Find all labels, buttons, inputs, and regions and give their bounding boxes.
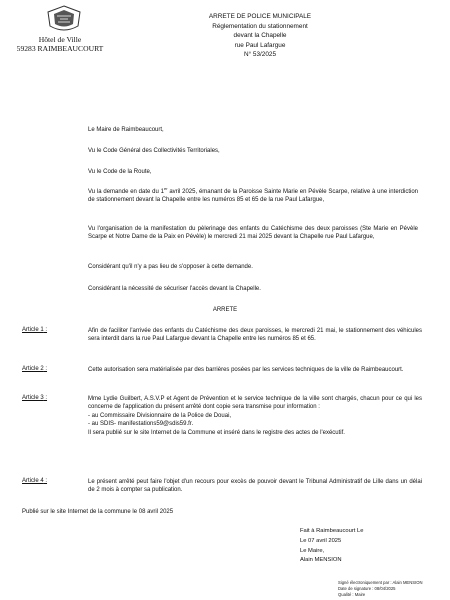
article-2-text: Cette autorisation sera matérialisée par des barrières posées par les services techniques de la ville de Raimbeaucourt. xyxy=(88,367,404,373)
legal-ref-code-route: Vu le Code de la Route, xyxy=(88,169,152,175)
article-3-line: Mme Lydie Guilbert, A.S.V.P et Agent de Prévention et le service technique de la ville sont chargés, chacun pour ce qui les concerne de l'application du présent arrêté dont copie sera transmise pour information : xyxy=(88,396,422,411)
considering-safety: Considérant la nécessité de sécuriser l'accès devant la Chapelle. xyxy=(88,286,261,292)
stamp-line: Signé électroniquement par : Alain MENSION xyxy=(338,580,423,585)
legal-ref-cgct: Vu le Code Général des Collectivités Territoriales, xyxy=(88,148,220,154)
signature-role: Le Maire, xyxy=(300,547,325,554)
article-1-text: Afin de faciliter l'arrivée des enfants du Catéchisme des deux paroisses, le mercredi 21 mai, le stationnement des véhicules sera interdit dans la rue Paul Lafargue devant la Chapelle entre les numéros 85 et 65. xyxy=(88,328,422,343)
article-2-label: Article 2 : xyxy=(22,366,66,372)
signature-name: Alain MENSION xyxy=(300,557,342,564)
signature-line: Fait à Raimbeaucourt Le xyxy=(300,528,364,534)
signature-block xyxy=(300,527,420,566)
publication-note: Publié sur le site Internet de la commune le 08 avril 2025 xyxy=(22,509,174,515)
ordinal-suffix: er xyxy=(163,186,168,191)
title-line: devant la Chapelle xyxy=(233,32,287,40)
article-4-label: Article 4 : xyxy=(22,478,66,484)
title-line: rue Paul Lafargue xyxy=(234,41,286,49)
title-line: ARRETE DE POLICE MUNICIPALE xyxy=(208,13,312,20)
request-text-a: Vu la demande en date du 1 xyxy=(88,189,164,195)
article-1-label: Article 1 : xyxy=(22,327,66,333)
article-3-label: Article 3 : xyxy=(22,395,66,401)
event-paragraph: Vu l'organisation de la manifestation du pèlerinage des enfants du Catéchisme des deux paroisses (Ste Marie en Pévèle Scarpe et Notre Dame de la Paix en Pévèle) le mercredi 21 mai 2025 devant la Chapelle rue Paul Lafargue, xyxy=(88,226,418,241)
article-3-line: - au Commissaire Divisionnaire de la Police de Douai, xyxy=(88,412,232,419)
article-4-text: Le présent arrêté peut faire l'objet d'un recours pour excès de pouvoir devant le Tribunal Administratif de Lille dans un délai de 2 mois à compter sa publication. xyxy=(88,479,422,494)
considering-no-objection: Considérant qu'il n'y a pas lieu de s'opposer à cette demande. xyxy=(88,264,253,270)
stamp-line: Date de signature : 08/04/2025 xyxy=(338,585,396,591)
request-paragraph xyxy=(88,188,418,205)
request-text-b: avril 2025, émanant de la Paroisse Sainte Marie en Pévèle Scarpe, relative à une interdiction de stationnement devant la Chapelle entre les numéros 85 et 65 de la rue Paul Lafargue, xyxy=(88,189,418,204)
document-title xyxy=(200,12,320,60)
document-number: N° 53/2025 xyxy=(243,51,277,59)
electronic-signature-stamp xyxy=(338,580,448,597)
city-hall-name: Hôtel de Ville xyxy=(38,35,82,44)
title-line: Réglementation du stationnement xyxy=(212,22,308,30)
stamp-line: Qualité : Maire xyxy=(338,591,366,597)
city-postcode: 59283 RAIMBEAUCOURT xyxy=(16,44,104,53)
article-3-line: Il sera publié sur le site Internet de la Commune et inséré dans le registre des actes de l'exécutif. xyxy=(88,429,345,436)
town-crest-logo xyxy=(40,4,88,36)
mayor-intro: Le Maire de Raimbeaucourt, xyxy=(88,127,164,133)
article-3-line: - au SDIS- manifestations59@sdis59.fr. xyxy=(88,421,194,428)
article-3-text xyxy=(88,395,422,437)
signature-date: Le 07 avril 2025 xyxy=(300,537,342,544)
arrete-heading: ARRETE xyxy=(212,307,238,313)
